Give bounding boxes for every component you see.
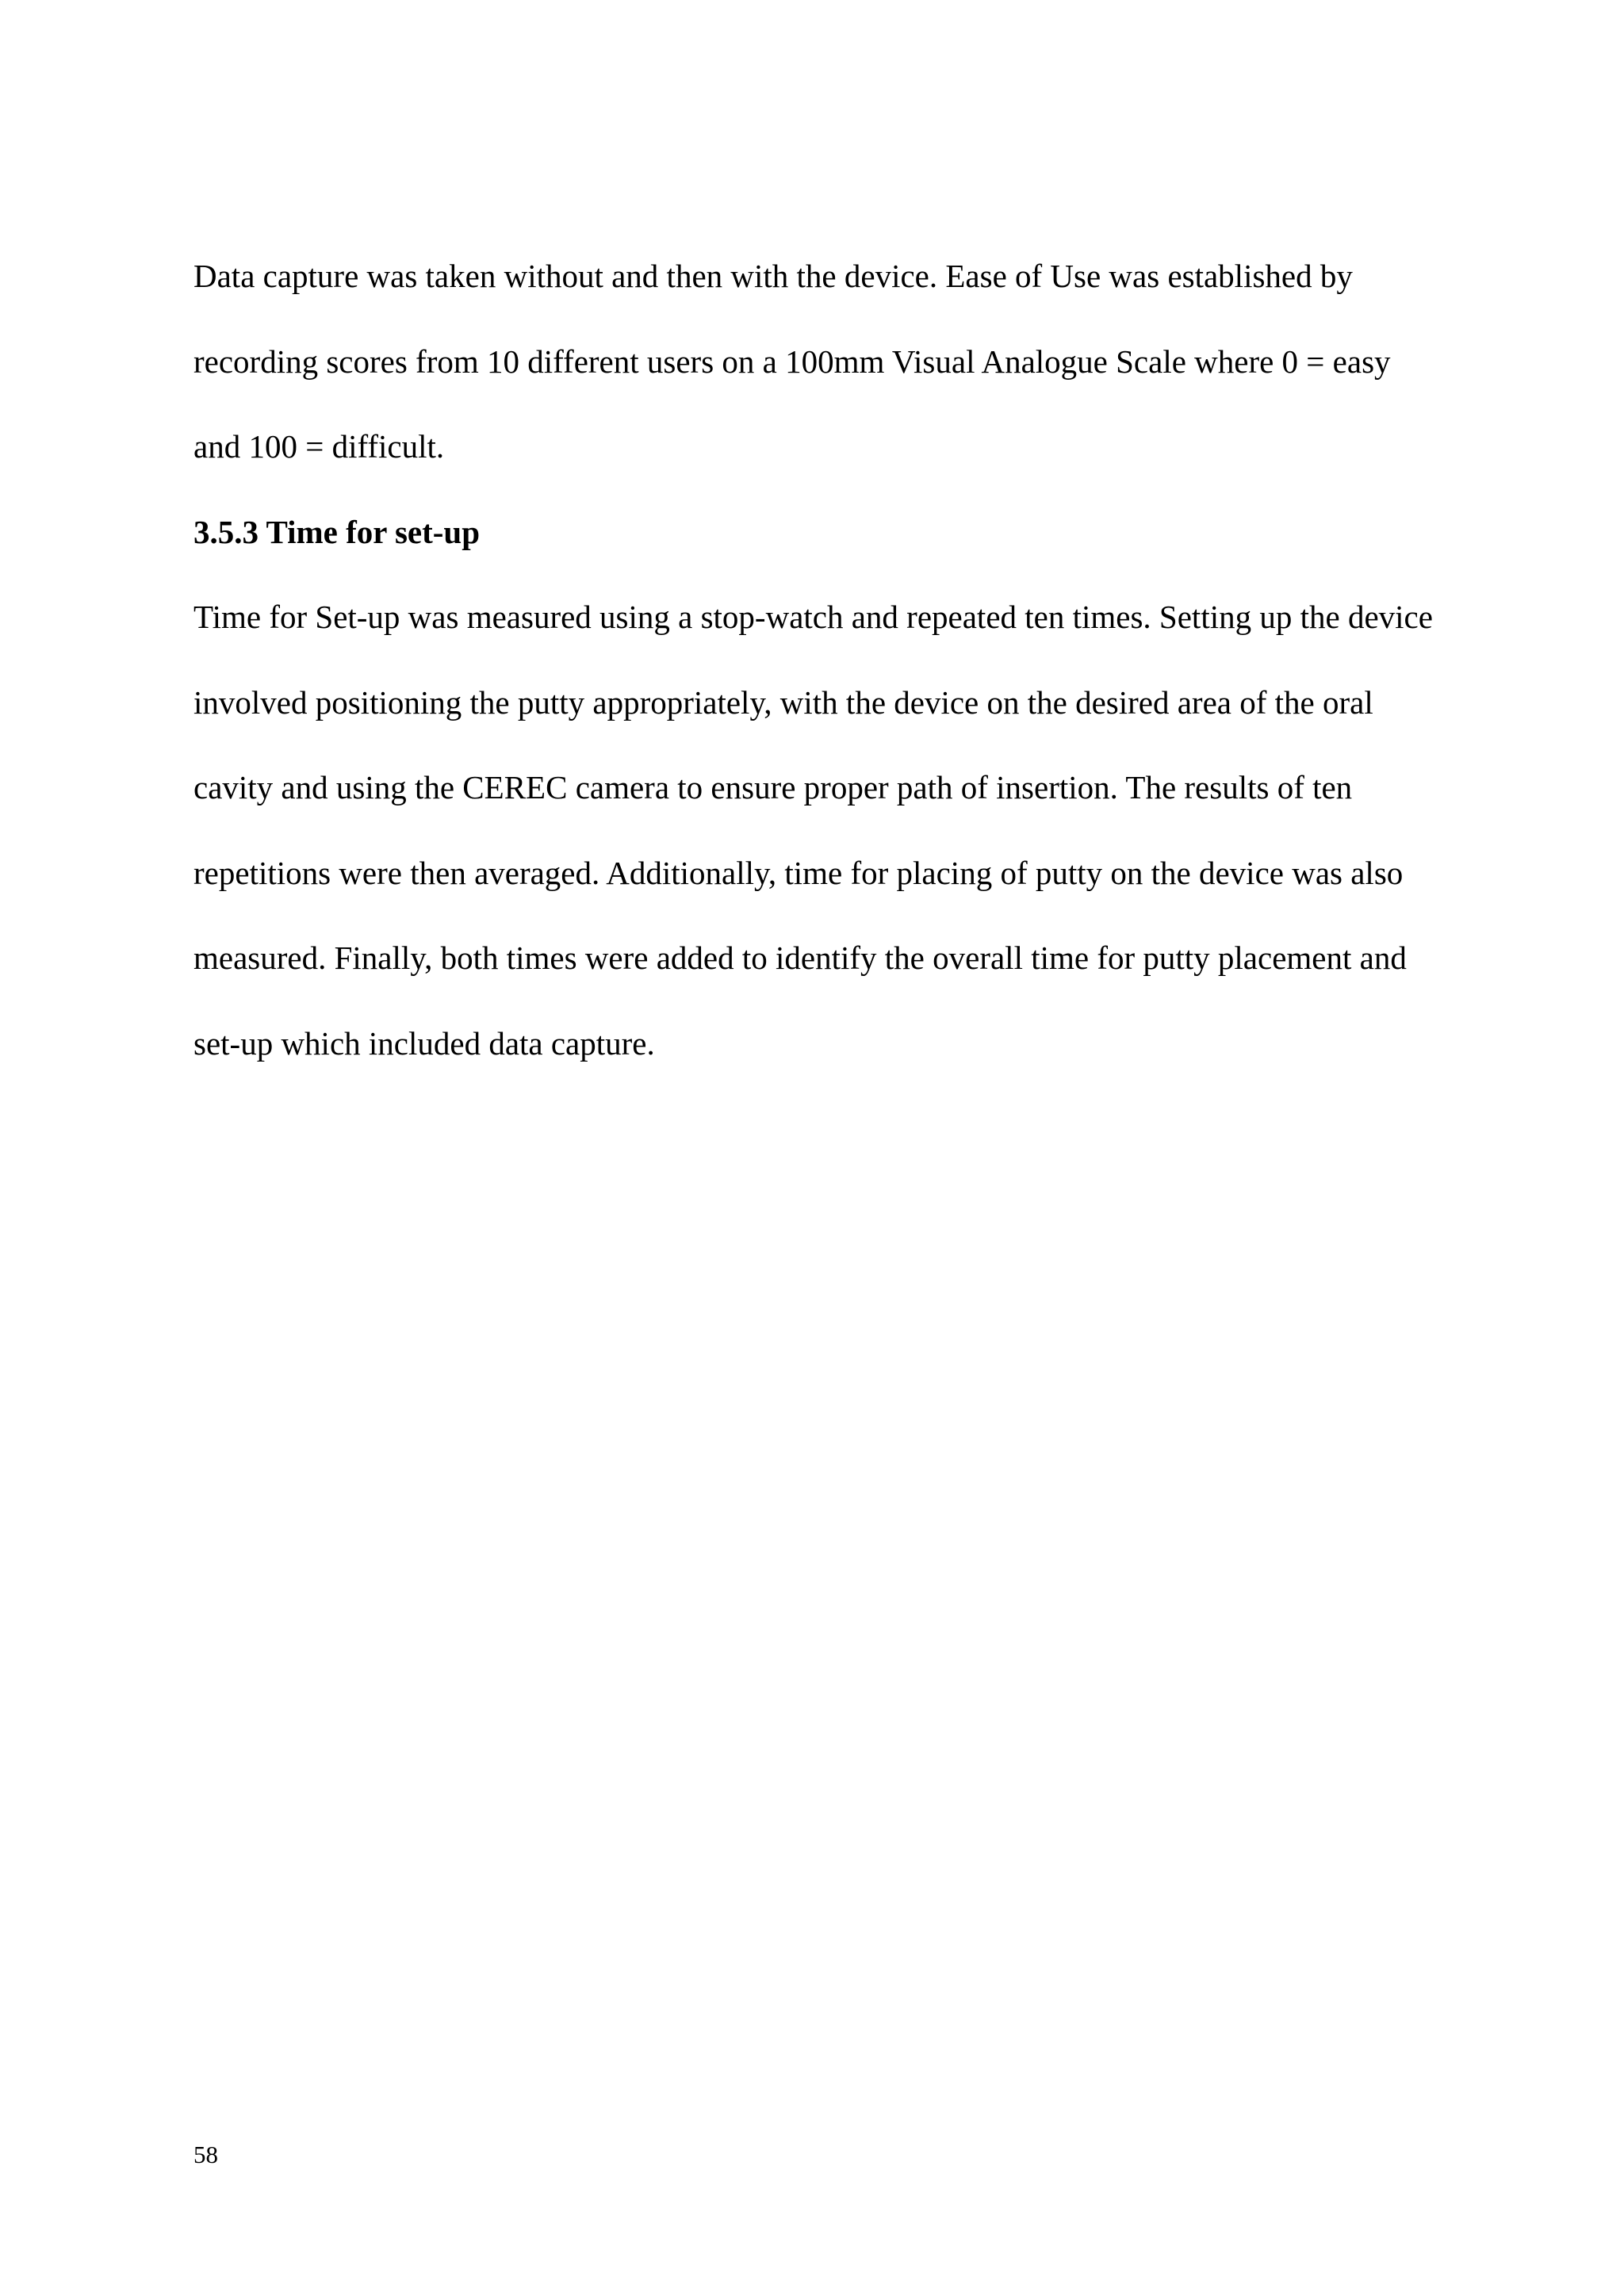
- paragraph-time-for-setup: [193, 596, 1486, 1108]
- paragraph-line: measured. Finally, both times were added to identify the overall time for putty placement and: [193, 939, 1407, 976]
- paragraph-line: Time for Set-up was measured using a stop-watch and repeated ten times. Setting up the device: [193, 599, 1433, 635]
- paragraph-line: Data capture was taken without and then with the device. Ease of Use was established by: [193, 258, 1353, 294]
- paragraph-line: set-up which included data capture.: [193, 1024, 655, 1062]
- page-content: [193, 255, 1486, 1108]
- paragraph-line: cavity and using the CEREC camera to ensure proper path of insertion. The results of ten: [193, 769, 1353, 806]
- paragraph-line: repetitions were then averaged. Additionally, time for placing of putty on the device was also: [193, 854, 1404, 891]
- paragraph-line: recording scores from 10 different users on a 100mm Visual Analogue Scale where 0 = easy: [193, 342, 1391, 380]
- paragraph-line: and 100 = difficult.: [193, 428, 445, 465]
- section-heading: 3.5.3 Time for set-up: [193, 513, 481, 550]
- paragraph-ease-of-use: [193, 255, 1486, 511]
- page-number: 58: [193, 2141, 218, 2168]
- paragraph-line: involved positioning the putty appropriately, with the device on the desired area of the oral: [193, 683, 1373, 721]
